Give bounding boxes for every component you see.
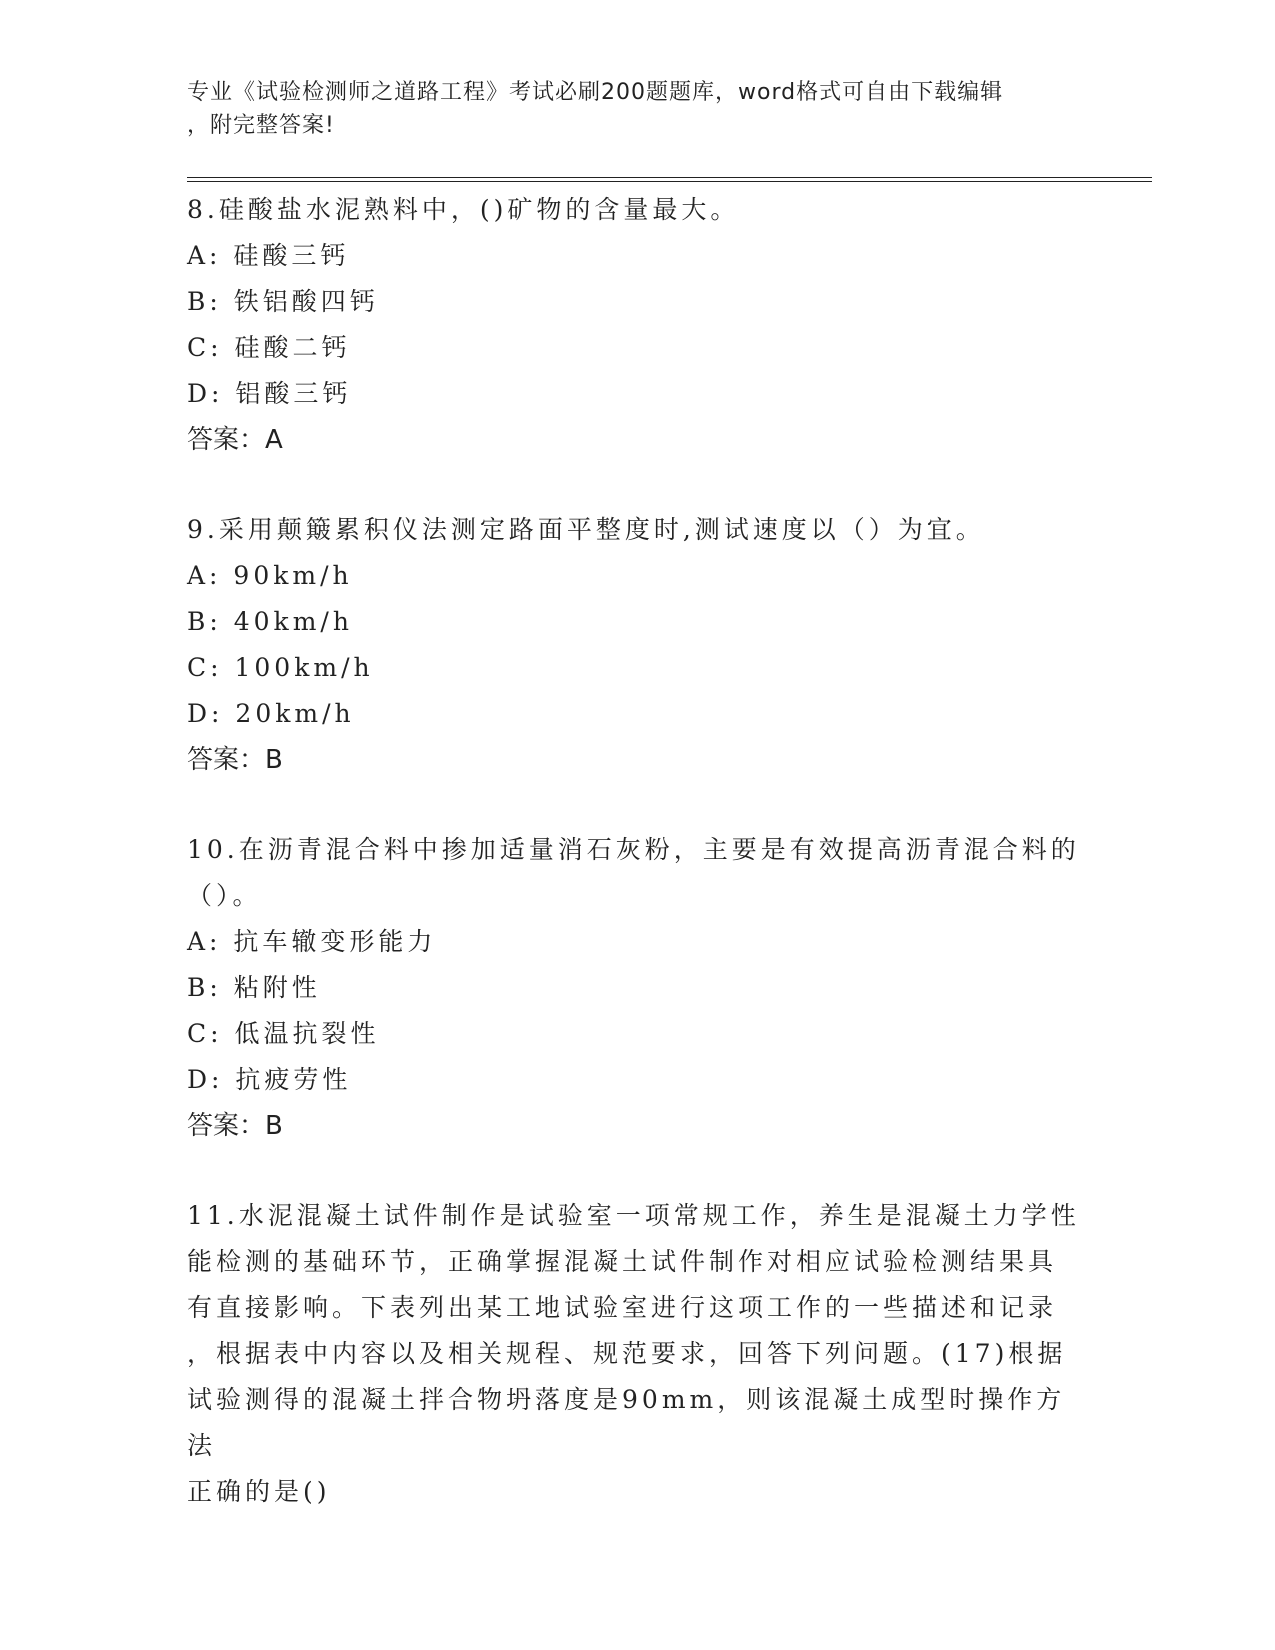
option-b: B: 40km/h	[187, 607, 353, 636]
option-a: A: 抗车辙变形能力	[187, 927, 437, 956]
question-text-line-2: 能检测的基础环节，正确掌握混凝土试件制作对相应试验检测结果具	[187, 1247, 1058, 1276]
question-item	[187, 827, 1087, 1149]
answer-text: 答案：B	[187, 745, 283, 775]
question-text: 9.采用颠簸累积仪法测定路面平整度时,测试速度以（）为宜。	[187, 515, 985, 544]
question-item	[187, 187, 1087, 463]
question-text-line-6: 正确的是()	[187, 1477, 331, 1506]
header-divider-top	[187, 177, 1152, 178]
option-d: D: 铝酸三钙	[187, 379, 352, 408]
document-header	[187, 76, 1087, 142]
answer-text: 答案：B	[187, 1111, 283, 1141]
question-list	[187, 187, 1087, 1515]
question-text-line-2: （）。	[187, 881, 262, 910]
option-c: C: 硅酸二钙	[187, 333, 351, 362]
question-text-line-1: 10.在沥青混合料中掺加适量消石灰粉，主要是有效提高沥青混合料的	[187, 835, 1080, 864]
option-b: B: 粘附性	[187, 973, 321, 1002]
option-a: A: 硅酸三钙	[187, 241, 350, 270]
question-text-line-3: 有直接影响。下表列出某工地试验室进行这项工作的一些描述和记录	[187, 1293, 1058, 1322]
option-d: D: 抗疲劳性	[187, 1065, 352, 1094]
spacer	[187, 1149, 1087, 1193]
option-d: D: 20km/h	[187, 699, 355, 728]
spacer	[187, 463, 1087, 507]
option-a: A: 90km/h	[187, 561, 353, 590]
option-c: C: 100km/h	[187, 653, 374, 682]
header-divider-bottom	[187, 181, 1152, 182]
question-text: 8.硅酸盐水泥熟料中，()矿物的含量最大。	[187, 195, 740, 224]
spacer	[187, 783, 1087, 827]
header-line-2: ，附完整答案!	[187, 113, 335, 138]
question-text-line-5: 试验测得的混凝土拌合物坍落度是90mm，则该混凝土成型时操作方法	[187, 1385, 1066, 1460]
question-text-line-1: 11.水泥混凝土试件制作是试验室一项常规工作，养生是混凝土力学性	[187, 1201, 1080, 1230]
question-text-line-4: ，根据表中内容以及相关规程、规范要求，回答下列问题。(17)根据	[187, 1339, 1067, 1368]
option-c: C: 低温抗裂性	[187, 1019, 380, 1048]
question-item	[187, 507, 1087, 783]
answer-text: 答案：A	[187, 425, 283, 455]
question-item	[187, 1193, 1087, 1515]
header-line-1: 专业《试验检测师之道路工程》考试必刷200题题库，word格式可自由下载编辑	[187, 80, 1004, 105]
option-b: B: 铁铝酸四钙	[187, 287, 379, 316]
